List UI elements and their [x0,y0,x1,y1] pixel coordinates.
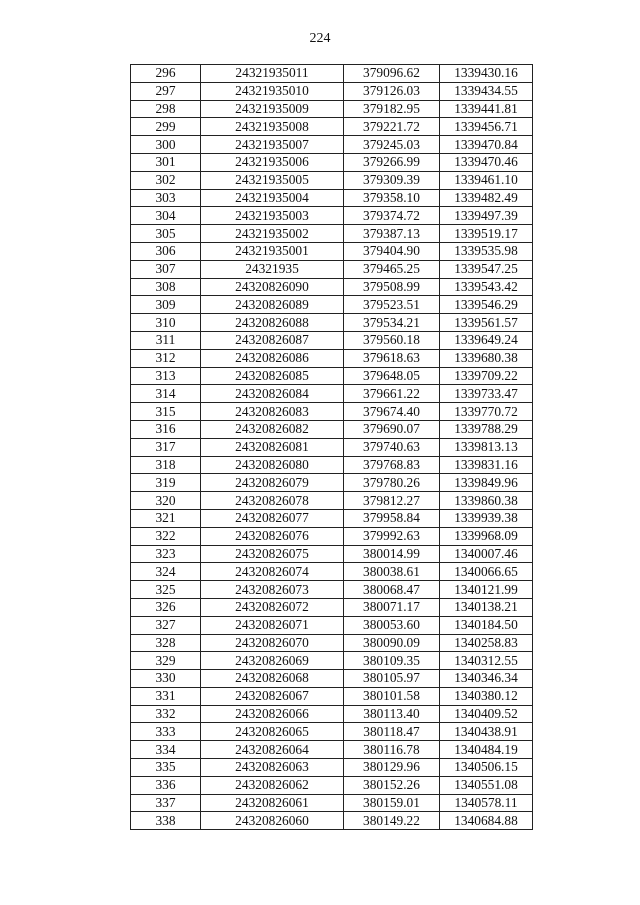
point-number-cell: 297 [131,82,201,100]
point-id-cell: 24321935002 [201,225,344,243]
coordinates-table [130,64,533,830]
y-coordinate-cell: 1339733.47 [440,385,533,403]
point-id-cell: 24320826070 [201,634,344,652]
point-number-cell: 311 [131,331,201,349]
y-coordinate-cell: 1339849.96 [440,474,533,492]
x-coordinate-cell: 379740.63 [344,438,440,456]
y-coordinate-cell: 1339561.57 [440,314,533,332]
point-id-cell: 24321935004 [201,189,344,207]
point-id-cell: 24320826077 [201,509,344,527]
x-coordinate-cell: 379534.21 [344,314,440,332]
y-coordinate-cell: 1340409.52 [440,705,533,723]
x-coordinate-cell: 379404.90 [344,242,440,260]
point-id-cell: 24320826066 [201,705,344,723]
table-row [131,474,533,492]
table-row [131,456,533,474]
x-coordinate-cell: 379309.39 [344,171,440,189]
y-coordinate-cell: 1339649.24 [440,331,533,349]
y-coordinate-cell: 1339543.42 [440,278,533,296]
y-coordinate-cell: 1339497.39 [440,207,533,225]
point-number-cell: 321 [131,509,201,527]
point-id-cell: 24320826075 [201,545,344,563]
point-number-cell: 329 [131,652,201,670]
point-number-cell: 312 [131,349,201,367]
x-coordinate-cell: 380068.47 [344,581,440,599]
x-coordinate-cell: 379358.10 [344,189,440,207]
point-number-cell: 309 [131,296,201,314]
y-coordinate-cell: 1339482.49 [440,189,533,207]
y-coordinate-cell: 1339470.84 [440,136,533,154]
point-id-cell: 24321935008 [201,118,344,136]
table-row [131,670,533,688]
y-coordinate-cell: 1339461.10 [440,171,533,189]
table-row [131,367,533,385]
point-number-cell: 325 [131,581,201,599]
x-coordinate-cell: 379387.13 [344,225,440,243]
point-number-cell: 300 [131,136,201,154]
point-number-cell: 308 [131,278,201,296]
point-id-cell: 24320826074 [201,563,344,581]
x-coordinate-cell: 379992.63 [344,527,440,545]
y-coordinate-cell: 1340506.15 [440,759,533,777]
x-coordinate-cell: 380071.17 [344,598,440,616]
point-id-cell: 24320826061 [201,794,344,812]
table-row [131,349,533,367]
point-id-cell: 24321935 [201,260,344,278]
y-coordinate-cell: 1339535.98 [440,242,533,260]
y-coordinate-cell: 1339680.38 [440,349,533,367]
point-id-cell: 24320826081 [201,438,344,456]
point-id-cell: 24321935007 [201,136,344,154]
coordinates-table-body [131,65,533,830]
y-coordinate-cell: 1340066.65 [440,563,533,581]
y-coordinate-cell: 1340484.19 [440,741,533,759]
x-coordinate-cell: 380152.26 [344,776,440,794]
table-row [131,385,533,403]
y-coordinate-cell: 1339813.13 [440,438,533,456]
y-coordinate-cell: 1339860.38 [440,492,533,510]
point-number-cell: 326 [131,598,201,616]
table-row [131,225,533,243]
point-number-cell: 313 [131,367,201,385]
table-row [131,563,533,581]
x-coordinate-cell: 380113.40 [344,705,440,723]
table-row [131,634,533,652]
point-number-cell: 319 [131,474,201,492]
y-coordinate-cell: 1339441.81 [440,100,533,118]
table-row [131,189,533,207]
y-coordinate-cell: 1340258.83 [440,634,533,652]
point-number-cell: 306 [131,242,201,260]
point-number-cell: 334 [131,741,201,759]
table-row [131,207,533,225]
point-id-cell: 24320826088 [201,314,344,332]
y-coordinate-cell: 1339939.38 [440,509,533,527]
point-id-cell: 24320826065 [201,723,344,741]
y-coordinate-cell: 1340438.91 [440,723,533,741]
table-row [131,420,533,438]
table-row [131,492,533,510]
y-coordinate-cell: 1339788.29 [440,420,533,438]
y-coordinate-cell: 1339456.71 [440,118,533,136]
y-coordinate-cell: 1339434.55 [440,82,533,100]
table-row [131,136,533,154]
point-number-cell: 296 [131,65,201,83]
point-number-cell: 331 [131,687,201,705]
point-id-cell: 24320826060 [201,812,344,830]
point-id-cell: 24321935003 [201,207,344,225]
y-coordinate-cell: 1339547.25 [440,260,533,278]
point-id-cell: 24320826067 [201,687,344,705]
point-number-cell: 298 [131,100,201,118]
x-coordinate-cell: 380116.78 [344,741,440,759]
point-number-cell: 337 [131,794,201,812]
y-coordinate-cell: 1340380.12 [440,687,533,705]
table-row [131,598,533,616]
x-coordinate-cell: 380109.35 [344,652,440,670]
table-row [131,296,533,314]
x-coordinate-cell: 379661.22 [344,385,440,403]
point-id-cell: 24320826085 [201,367,344,385]
point-number-cell: 301 [131,153,201,171]
table-row [131,527,533,545]
point-number-cell: 299 [131,118,201,136]
x-coordinate-cell: 379182.95 [344,100,440,118]
x-coordinate-cell: 379560.18 [344,331,440,349]
point-id-cell: 24320826072 [201,598,344,616]
x-coordinate-cell: 379812.27 [344,492,440,510]
point-number-cell: 305 [131,225,201,243]
x-coordinate-cell: 380053.60 [344,616,440,634]
x-coordinate-cell: 380149.22 [344,812,440,830]
point-number-cell: 318 [131,456,201,474]
point-id-cell: 24320826068 [201,670,344,688]
x-coordinate-cell: 380101.58 [344,687,440,705]
y-coordinate-cell: 1340121.99 [440,581,533,599]
point-number-cell: 310 [131,314,201,332]
point-id-cell: 24321935005 [201,171,344,189]
point-id-cell: 24320826069 [201,652,344,670]
point-id-cell: 24320826063 [201,759,344,777]
point-number-cell: 336 [131,776,201,794]
y-coordinate-cell: 1339546.29 [440,296,533,314]
x-coordinate-cell: 379780.26 [344,474,440,492]
point-number-cell: 338 [131,812,201,830]
point-id-cell: 24320826078 [201,492,344,510]
point-number-cell: 302 [131,171,201,189]
point-number-cell: 320 [131,492,201,510]
table-row [131,118,533,136]
point-id-cell: 24320826079 [201,474,344,492]
point-id-cell: 24321935010 [201,82,344,100]
x-coordinate-cell: 380105.97 [344,670,440,688]
point-number-cell: 333 [131,723,201,741]
y-coordinate-cell: 1340007.46 [440,545,533,563]
table-row [131,616,533,634]
point-number-cell: 314 [131,385,201,403]
y-coordinate-cell: 1340551.08 [440,776,533,794]
x-coordinate-cell: 379690.07 [344,420,440,438]
table-row [131,403,533,421]
point-number-cell: 303 [131,189,201,207]
x-coordinate-cell: 380159.01 [344,794,440,812]
x-coordinate-cell: 379221.72 [344,118,440,136]
table-row [131,812,533,830]
point-number-cell: 317 [131,438,201,456]
x-coordinate-cell: 379674.40 [344,403,440,421]
table-row [131,278,533,296]
point-number-cell: 304 [131,207,201,225]
x-coordinate-cell: 380014.99 [344,545,440,563]
x-coordinate-cell: 380129.96 [344,759,440,777]
table-row [131,687,533,705]
x-coordinate-cell: 379618.63 [344,349,440,367]
point-number-cell: 316 [131,420,201,438]
point-id-cell: 24321935001 [201,242,344,260]
table-row [131,652,533,670]
x-coordinate-cell: 379266.99 [344,153,440,171]
point-id-cell: 24321935009 [201,100,344,118]
point-number-cell: 330 [131,670,201,688]
table-row [131,509,533,527]
x-coordinate-cell: 379768.83 [344,456,440,474]
table-row [131,438,533,456]
x-coordinate-cell: 379374.72 [344,207,440,225]
point-number-cell: 315 [131,403,201,421]
table-row [131,100,533,118]
table-row [131,260,533,278]
table-row [131,242,533,260]
y-coordinate-cell: 1339519.17 [440,225,533,243]
point-number-cell: 327 [131,616,201,634]
page-number: 224 [309,31,331,46]
point-id-cell: 24320826064 [201,741,344,759]
x-coordinate-cell: 379096.62 [344,65,440,83]
y-coordinate-cell: 1339831.16 [440,456,533,474]
table-row [131,171,533,189]
y-coordinate-cell: 1339709.22 [440,367,533,385]
y-coordinate-cell: 1339430.16 [440,65,533,83]
point-number-cell: 307 [131,260,201,278]
table-row [131,65,533,83]
x-coordinate-cell: 379465.25 [344,260,440,278]
point-id-cell: 24320826082 [201,420,344,438]
table-row [131,705,533,723]
point-id-cell: 24320826083 [201,403,344,421]
y-coordinate-cell: 1339968.09 [440,527,533,545]
point-id-cell: 24320826084 [201,385,344,403]
point-number-cell: 324 [131,563,201,581]
y-coordinate-cell: 1340684.88 [440,812,533,830]
table-row [131,776,533,794]
point-id-cell: 24320826090 [201,278,344,296]
y-coordinate-cell: 1340184.50 [440,616,533,634]
x-coordinate-cell: 379508.99 [344,278,440,296]
y-coordinate-cell: 1340578.11 [440,794,533,812]
table-row [131,331,533,349]
x-coordinate-cell: 379245.03 [344,136,440,154]
x-coordinate-cell: 379126.03 [344,82,440,100]
point-id-cell: 24321935011 [201,65,344,83]
point-number-cell: 328 [131,634,201,652]
point-id-cell: 24320826089 [201,296,344,314]
y-coordinate-cell: 1339770.72 [440,403,533,421]
point-id-cell: 24320826071 [201,616,344,634]
point-id-cell: 24320826080 [201,456,344,474]
x-coordinate-cell: 380038.61 [344,563,440,581]
y-coordinate-cell: 1340346.34 [440,670,533,688]
point-id-cell: 24321935006 [201,153,344,171]
point-id-cell: 24320826076 [201,527,344,545]
table-row [131,794,533,812]
y-coordinate-cell: 1339470.46 [440,153,533,171]
table-row [131,314,533,332]
point-number-cell: 335 [131,759,201,777]
table-row [131,723,533,741]
point-number-cell: 332 [131,705,201,723]
x-coordinate-cell: 380090.09 [344,634,440,652]
point-id-cell: 24320826062 [201,776,344,794]
table-row [131,545,533,563]
point-id-cell: 24320826086 [201,349,344,367]
x-coordinate-cell: 379958.84 [344,509,440,527]
table-row [131,759,533,777]
x-coordinate-cell: 379523.51 [344,296,440,314]
table-row [131,82,533,100]
x-coordinate-cell: 380118.47 [344,723,440,741]
x-coordinate-cell: 379648.05 [344,367,440,385]
table-row [131,153,533,171]
table-row [131,581,533,599]
table-row [131,741,533,759]
point-id-cell: 24320826087 [201,331,344,349]
y-coordinate-cell: 1340312.55 [440,652,533,670]
point-id-cell: 24320826073 [201,581,344,599]
y-coordinate-cell: 1340138.21 [440,598,533,616]
point-number-cell: 323 [131,545,201,563]
point-number-cell: 322 [131,527,201,545]
